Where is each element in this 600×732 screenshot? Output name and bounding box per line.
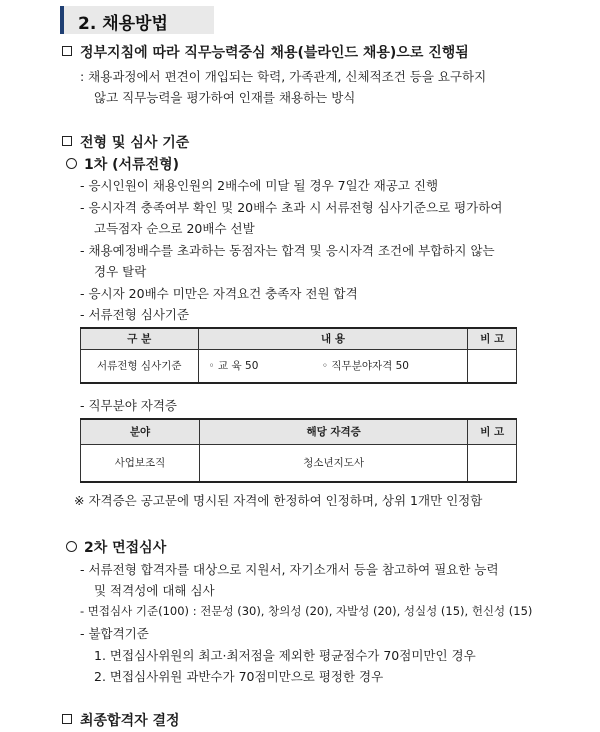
cert-label: - 직무분야 자격증: [80, 398, 177, 413]
table-cell-note: [468, 349, 517, 383]
content-education: ◦ 교 육 50: [208, 360, 259, 373]
content-certificate: ◦ 직무분야자격 50: [321, 360, 409, 373]
first-round-item-cont: 고득점자 순으로 20배수 선발: [94, 221, 255, 236]
footnote: ※ 자격증은 공고문에 명시된 자격에 한정하여 인정하며, 상위 1개만 인정함: [74, 493, 483, 508]
first-round-item: - 서류전형 심사기준: [80, 307, 190, 322]
first-round-item-cont: 경우 탈락: [94, 264, 147, 279]
second-round-label: 2차 면접심사: [84, 540, 167, 556]
table-cell-cert: 청소년지도사: [199, 444, 467, 482]
certificate-table: [80, 418, 517, 483]
table-cell-note: [468, 444, 517, 482]
policy-desc-line2: 않고 직무능력을 평가하여 인재를 채용하는 방식: [94, 90, 356, 105]
fail-criterion: 1. 면접심사위원의 최고·최저점을 제외한 평균점수가 70점미만인 경우: [94, 648, 476, 663]
second-round-item-cont: 및 적격성에 대해 심사: [94, 583, 215, 598]
first-round-item: - 응시자격 충족여부 확인 및 20배수 초과 시 서류전형 심사기준으로 평가하여: [80, 200, 503, 215]
table-header: 비 고: [468, 328, 517, 349]
first-round-item: - 채용예정배수를 초과하는 동점자는 합격 및 응시자격 조건에 부합하지 않는: [80, 243, 495, 258]
criteria-heading: 전형 및 심사 기준: [80, 135, 190, 151]
second-round-item: - 서류전형 합격자를 대상으로 지원서, 자기소개서 등을 참고하여 필요한 능력: [80, 562, 499, 577]
table-cell-field: 사업보조직: [81, 444, 200, 482]
final-heading: 최종합격자 결정: [80, 713, 180, 729]
second-round-item: - 불합격기준: [80, 626, 149, 641]
first-round-label: 1차 (서류전형): [84, 157, 180, 173]
circle-bullet-icon: [66, 158, 77, 169]
table-header: 분야: [81, 419, 200, 444]
section-title: 2. 채용방법: [78, 14, 168, 34]
circle-bullet-icon: [66, 541, 77, 552]
first-round-item: - 응시인원이 채용인원의 2배수에 미달 될 경우 7일간 재공고 진행: [80, 178, 439, 193]
table-header: 내 용: [198, 328, 468, 349]
table-header: 비 고: [468, 419, 517, 444]
table-header: 구 분: [81, 328, 199, 349]
fail-criterion: 2. 면접심사위원 과반수가 70점미만으로 평정한 경우: [94, 669, 384, 684]
square-bullet-icon: [62, 714, 72, 724]
screening-criteria-table: [80, 327, 517, 384]
policy-heading: 정부지침에 따라 직무능력중심 채용(블라인드 채용)으로 진행됨: [80, 45, 469, 61]
policy-desc-line1: : 채용과정에서 편견이 개입되는 학력, 가족관계, 신체적조건 등을 요구하지: [80, 69, 487, 84]
table-cell-category: 서류전형 심사기준: [81, 349, 199, 383]
table-header: 해당 자격증: [199, 419, 467, 444]
table-cell-content: [198, 349, 468, 383]
square-bullet-icon: [62, 136, 72, 146]
first-round-item: - 응시자 20배수 미만은 자격요건 충족자 전원 합격: [80, 286, 358, 301]
square-bullet-icon: [62, 46, 72, 56]
second-round-item: - 면접심사 기준(100) : 전문성 (30), 창의성 (20), 자발성 (20), 성실성 (15), 헌신성 (15): [80, 604, 533, 618]
